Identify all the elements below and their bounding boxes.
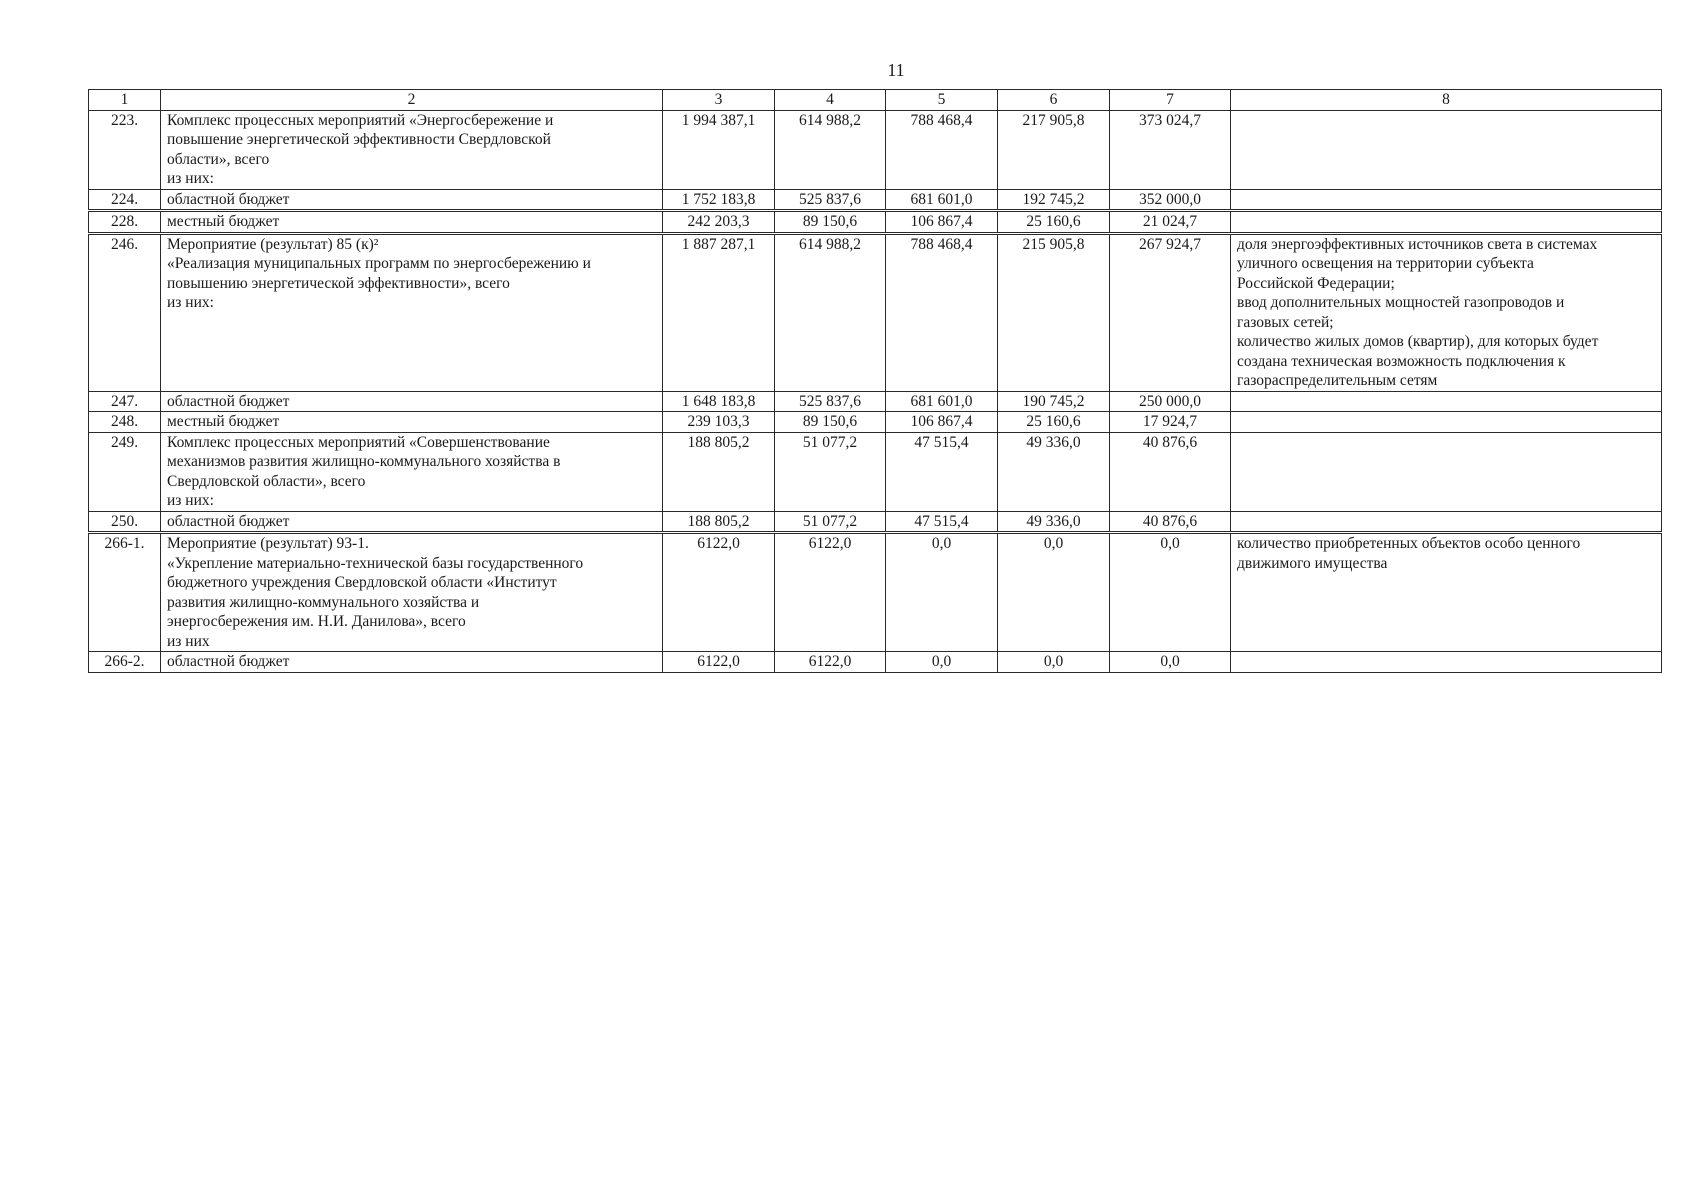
value-c5: 0,0 — [886, 652, 998, 673]
indicator-line: Российской Федерации; — [1237, 274, 1395, 292]
value-c4: 614 988,2 — [775, 110, 886, 189]
value-c4: 525 837,6 — [775, 189, 886, 211]
row-name-cell — [161, 110, 663, 189]
table-row — [89, 110, 1662, 189]
value-c7: 17 924,7 — [1110, 412, 1231, 433]
row-name-line: из них — [167, 632, 210, 650]
row-number: 250. — [89, 511, 161, 533]
table-row — [89, 412, 1662, 433]
value-c5: 47 515,4 — [886, 432, 998, 511]
value-c4: 89 150,6 — [775, 211, 886, 234]
value-c7: 250 000,0 — [1110, 391, 1231, 412]
row-name-line: из них: — [167, 170, 214, 187]
value-c6: 215 905,8 — [998, 233, 1110, 391]
row-name-cell — [161, 511, 663, 533]
row-number: 248. — [89, 412, 161, 433]
value-c6: 0,0 — [998, 533, 1110, 652]
indicator-cell — [1231, 511, 1662, 533]
indicator-line: доля энергоэффективных источников света в системах — [1237, 235, 1598, 253]
row-name-line: развития жилищно-коммунального хозяйства и — [167, 593, 480, 611]
table-row — [89, 233, 1662, 391]
indicator-line: количество приобретенных объектов особо ценного — [1237, 535, 1581, 552]
table-row — [89, 432, 1662, 511]
row-name-line: механизмов развития жилищно-коммунального хозяйства в — [167, 453, 561, 470]
row-name-cell — [161, 652, 663, 673]
column-header: 8 — [1231, 90, 1662, 111]
column-header: 2 — [161, 90, 663, 111]
value-c6: 190 745,2 — [998, 391, 1110, 412]
indicator-cell — [1231, 110, 1662, 189]
row-name-cell — [161, 211, 663, 234]
table-row — [89, 533, 1662, 652]
row-number: 266-2. — [89, 652, 161, 673]
row-name-cell — [161, 412, 663, 433]
row-name-line: области», всего — [167, 150, 270, 168]
value-c4: 6122,0 — [775, 652, 886, 673]
value-c4: 89 150,6 — [775, 412, 886, 433]
row-name-line: из них: — [167, 492, 214, 509]
row-number: 223. — [89, 110, 161, 189]
header-row — [89, 90, 1662, 111]
row-name-line: повышение энергетической эффективности Свердловской — [167, 131, 551, 148]
value-c3: 6122,0 — [663, 533, 775, 652]
table-row — [89, 652, 1662, 673]
value-c6: 192 745,2 — [998, 189, 1110, 211]
value-c4: 51 077,2 — [775, 432, 886, 511]
row-name-line: Комплекс процессных мероприятий «Энергосбережение и — [167, 111, 554, 129]
value-c7: 0,0 — [1110, 652, 1231, 673]
value-c7: 40 876,6 — [1110, 432, 1231, 511]
value-c7: 21 024,7 — [1110, 211, 1231, 234]
value-c3: 1 994 387,1 — [663, 110, 775, 189]
value-c5: 106 867,4 — [886, 412, 998, 433]
row-name-line: повышению энергетической эффективности», всего — [167, 274, 510, 292]
row-number: 246. — [89, 233, 161, 391]
value-c3: 242 203,3 — [663, 211, 775, 234]
value-c5: 681 601,0 — [886, 391, 998, 412]
value-c3: 6122,0 — [663, 652, 775, 673]
row-name-line: областной бюджет — [167, 512, 290, 530]
indicator-line: создана техническая возможность подключения к — [1237, 352, 1566, 370]
value-c3: 239 103,3 — [663, 412, 775, 433]
value-c7: 373 024,7 — [1110, 110, 1231, 189]
value-c6: 49 336,0 — [998, 511, 1110, 533]
indicator-cell — [1231, 391, 1662, 412]
indicator-line: ввод дополнительных мощностей газопроводов и — [1237, 294, 1565, 311]
value-c5: 788 468,4 — [886, 110, 998, 189]
value-c4: 6122,0 — [775, 533, 886, 652]
page-number: 11 — [887, 60, 905, 80]
row-number: 249. — [89, 432, 161, 511]
row-name-line: областной бюджет — [167, 392, 290, 410]
column-header: 3 — [663, 90, 775, 111]
row-name-line: областной бюджет — [167, 653, 290, 670]
row-name-cell — [161, 391, 663, 412]
row-name-cell — [161, 533, 663, 652]
value-c5: 788 468,4 — [886, 233, 998, 391]
indicator-line: уличного освещения на территории субъекта — [1237, 255, 1534, 272]
value-c6: 217 905,8 — [998, 110, 1110, 189]
column-header: 7 — [1110, 90, 1231, 111]
row-name-cell — [161, 189, 663, 211]
row-name-line: местный бюджет — [167, 213, 280, 230]
value-c3: 1 887 287,1 — [663, 233, 775, 391]
row-name-line: областной бюджет — [167, 190, 290, 208]
value-c7: 267 924,7 — [1110, 233, 1231, 391]
value-c6: 25 160,6 — [998, 412, 1110, 433]
row-name-line: энергосбережения им. Н.И. Данилова», всего — [167, 613, 466, 630]
column-header: 5 — [886, 90, 998, 111]
row-number: 224. — [89, 189, 161, 211]
value-c4: 525 837,6 — [775, 391, 886, 412]
indicator-cell — [1231, 533, 1662, 652]
indicator-cell — [1231, 211, 1662, 234]
indicator-line: газораспределительным сетям — [1237, 372, 1438, 389]
value-c3: 1 752 183,8 — [663, 189, 775, 211]
row-name-line: Комплекс процессных мероприятий «Совершенствование — [167, 433, 550, 451]
value-c3: 188 805,2 — [663, 511, 775, 533]
value-c3: 1 648 183,8 — [663, 391, 775, 412]
indicator-cell — [1231, 233, 1662, 391]
indicator-cell — [1231, 652, 1662, 673]
row-number: 247. — [89, 391, 161, 412]
row-name-line: из них: — [167, 294, 214, 311]
value-c7: 352 000,0 — [1110, 189, 1231, 211]
row-name-line: местный бюджет — [167, 413, 280, 430]
value-c7: 40 876,6 — [1110, 511, 1231, 533]
table-row — [89, 189, 1662, 211]
table-row — [89, 211, 1662, 234]
indicator-line: газовых сетей; — [1237, 313, 1334, 331]
row-name-cell — [161, 233, 663, 391]
value-c5: 681 601,0 — [886, 189, 998, 211]
table-body — [89, 110, 1662, 672]
value-c4: 614 988,2 — [775, 233, 886, 391]
budget-table — [88, 89, 1662, 673]
column-header: 1 — [89, 90, 161, 111]
value-c3: 188 805,2 — [663, 432, 775, 511]
value-c7: 0,0 — [1110, 533, 1231, 652]
row-name-line: «Реализация муниципальных программ по энергосбережению и — [167, 255, 591, 272]
value-c4: 51 077,2 — [775, 511, 886, 533]
indicator-cell — [1231, 432, 1662, 511]
table-row — [89, 391, 1662, 412]
row-name-line: Свердловской области», всего — [167, 472, 366, 490]
value-c5: 0,0 — [886, 533, 998, 652]
indicator-cell — [1231, 412, 1662, 433]
column-header: 4 — [775, 90, 886, 111]
row-name-line: бюджетного учреждения Свердловской области «Институт — [167, 574, 557, 591]
column-header: 6 — [998, 90, 1110, 111]
indicator-line: движимого имущества — [1237, 554, 1388, 572]
row-name-line: Мероприятие (результат) 93-1. — [167, 535, 369, 552]
value-c6: 0,0 — [998, 652, 1110, 673]
value-c6: 49 336,0 — [998, 432, 1110, 511]
indicator-cell — [1231, 189, 1662, 211]
table-row — [89, 511, 1662, 533]
row-name-line: «Укрепление материально-технической базы государственного — [167, 554, 584, 572]
value-c6: 25 160,6 — [998, 211, 1110, 234]
value-c5: 47 515,4 — [886, 511, 998, 533]
row-number: 266-1. — [89, 533, 161, 652]
row-name-cell — [161, 432, 663, 511]
row-number: 228. — [89, 211, 161, 234]
indicator-line: количество жилых домов (квартир), для которых будет — [1237, 333, 1599, 350]
row-name-line: Мероприятие (результат) 85 (к)² — [167, 235, 379, 253]
value-c5: 106 867,4 — [886, 211, 998, 234]
